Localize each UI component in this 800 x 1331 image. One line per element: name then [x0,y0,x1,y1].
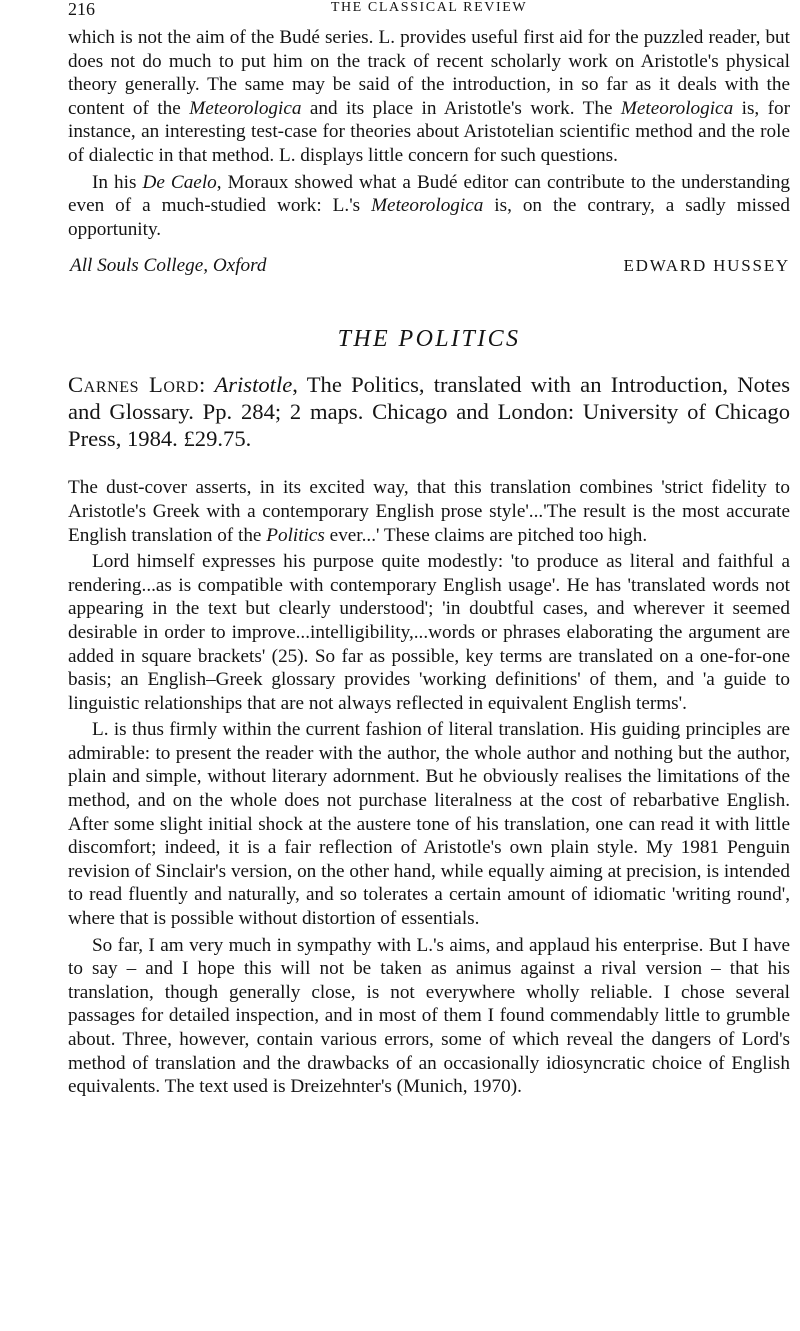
text-run: Lord himself expresses his purpose quite modestly: 'to produce as literal and faithful a rendering...as is compatible with contemporary English usage'. He has 'translated words not appearing in the text but clearly understood'; 'in doubtful cases, and wherever it seemed desirable in order to improve...intelligibility,...words or phrases elaborating the argument are added in square brackets' (25). So far as possible, key terms are translated on a one-for-one basis; an English–Greek glossary provides 'working definitions' of them, and 'a guide to linguistic relationships that are not always reflected in equivalent English terms'. [68,551,790,714]
previous-review-paragraph-1 [68,26,790,168]
heading-separator: : [198,372,215,398]
italic-title: De Caelo [142,171,217,193]
text-run: is, for instance, an interesting test-case for theories about Aristotelian scientific method and the role of dialectic in that method. L. displays little concern for such questions. [68,97,791,166]
italic-title: Meteorologica [189,97,302,119]
review-signoff [68,255,790,281]
review-paragraph-4 [68,934,790,1099]
journal-title: THE CLASSICAL REVIEW [330,0,528,15]
text-run: L. is thus firmly within the current fashion of literal translation. His guiding principles are admirable: to present the reader with the author, the whole author and nothing but the author, plain and simple, without literary adornment. But he obviously realises the limitations of the method, and on the whole does not purchase literalness at the cost of rebarbative English. After some slight initial shock at the austere tone of his translation, one can read it with little discomfort; indeed, it is a fair reflection of Aristotle's own plain style. My 1981 Penguin revision of Sinclair's version, on the other hand, while equally aiming at precision, is intended to read fluently and naturally, and so tolerates a certain amount of idiomatic 'writing round', where that is possible without distortion of essentials. [68,719,790,930]
reviewer-name: EDWARD HUSSEY [623,256,790,276]
page-number: 216 [68,0,95,19]
review-paragraph-1 [68,476,790,547]
italic-title: Meteorologica [371,195,484,217]
text-run: and its place in Aristotle's work. The [301,97,621,119]
book-heading [68,371,790,452]
text-run: which is not the aim of the Budé series. L. provides useful first aid for the puzzled reader, but does not do much to put him on the track of recent scholarly work on Aristotle's physical theory generally. The same may be said of the introduction, in so far as it deals with the content of the [68,27,790,119]
previous-review-paragraph-2 [68,171,790,242]
text-run: , Moraux showed what a Budé editor can contribute to the understanding even of a much-studied work: L.'s [68,171,791,217]
review-body [68,476,790,1098]
italic-title: Meteorologica [620,97,734,119]
text-run: is, on the contrary, a sadly missed opportunity. [68,195,790,240]
book-details: , The Politics, translated with an Introduction, Notes and Glossary. Pp. 284; 2 maps. Chicago and London: University of Chicago Press, 1984. £29.75. [68,372,790,452]
book-title-italic: Aristotle [214,372,293,398]
text-run: The dust-cover asserts, in its excited way, that this translation combines 'strict fidelity to Aristotle's Greek with a contemporary English prose style'...'The result is the most accurate English translation of the [68,477,790,546]
section-title: THE POLITICS [337,326,521,353]
review-paragraph-3 [68,718,790,930]
running-head [68,0,790,22]
text-run: ever...' These claims are pitched too high. [324,524,648,546]
journal-page [68,0,790,1099]
italic-title: Politics [266,524,325,546]
review-paragraph-2 [68,550,790,715]
text-run: In his [92,171,143,193]
book-author: Carnes Lord [68,372,199,398]
reviewer-affiliation: All Souls College, Oxford [70,255,267,277]
text-run: So far, I am very much in sympathy with L.'s aims, and applaud his enterprise. But I have to say – and I hope this will not be taken as animus against a rival version – that his translation, though generally close, is not everywhere wholly reliable. I chose several passages for detailed inspection, and in most of them I found commendably little to grumble about. Three, however, contain various errors, some of which reveal the dangers of Lord's method of translation and the drawbacks of an occasionally idiosyncratic choice of English equivalents. The text used is Dreizehnter's (Munich, 1970). [68,934,790,1098]
